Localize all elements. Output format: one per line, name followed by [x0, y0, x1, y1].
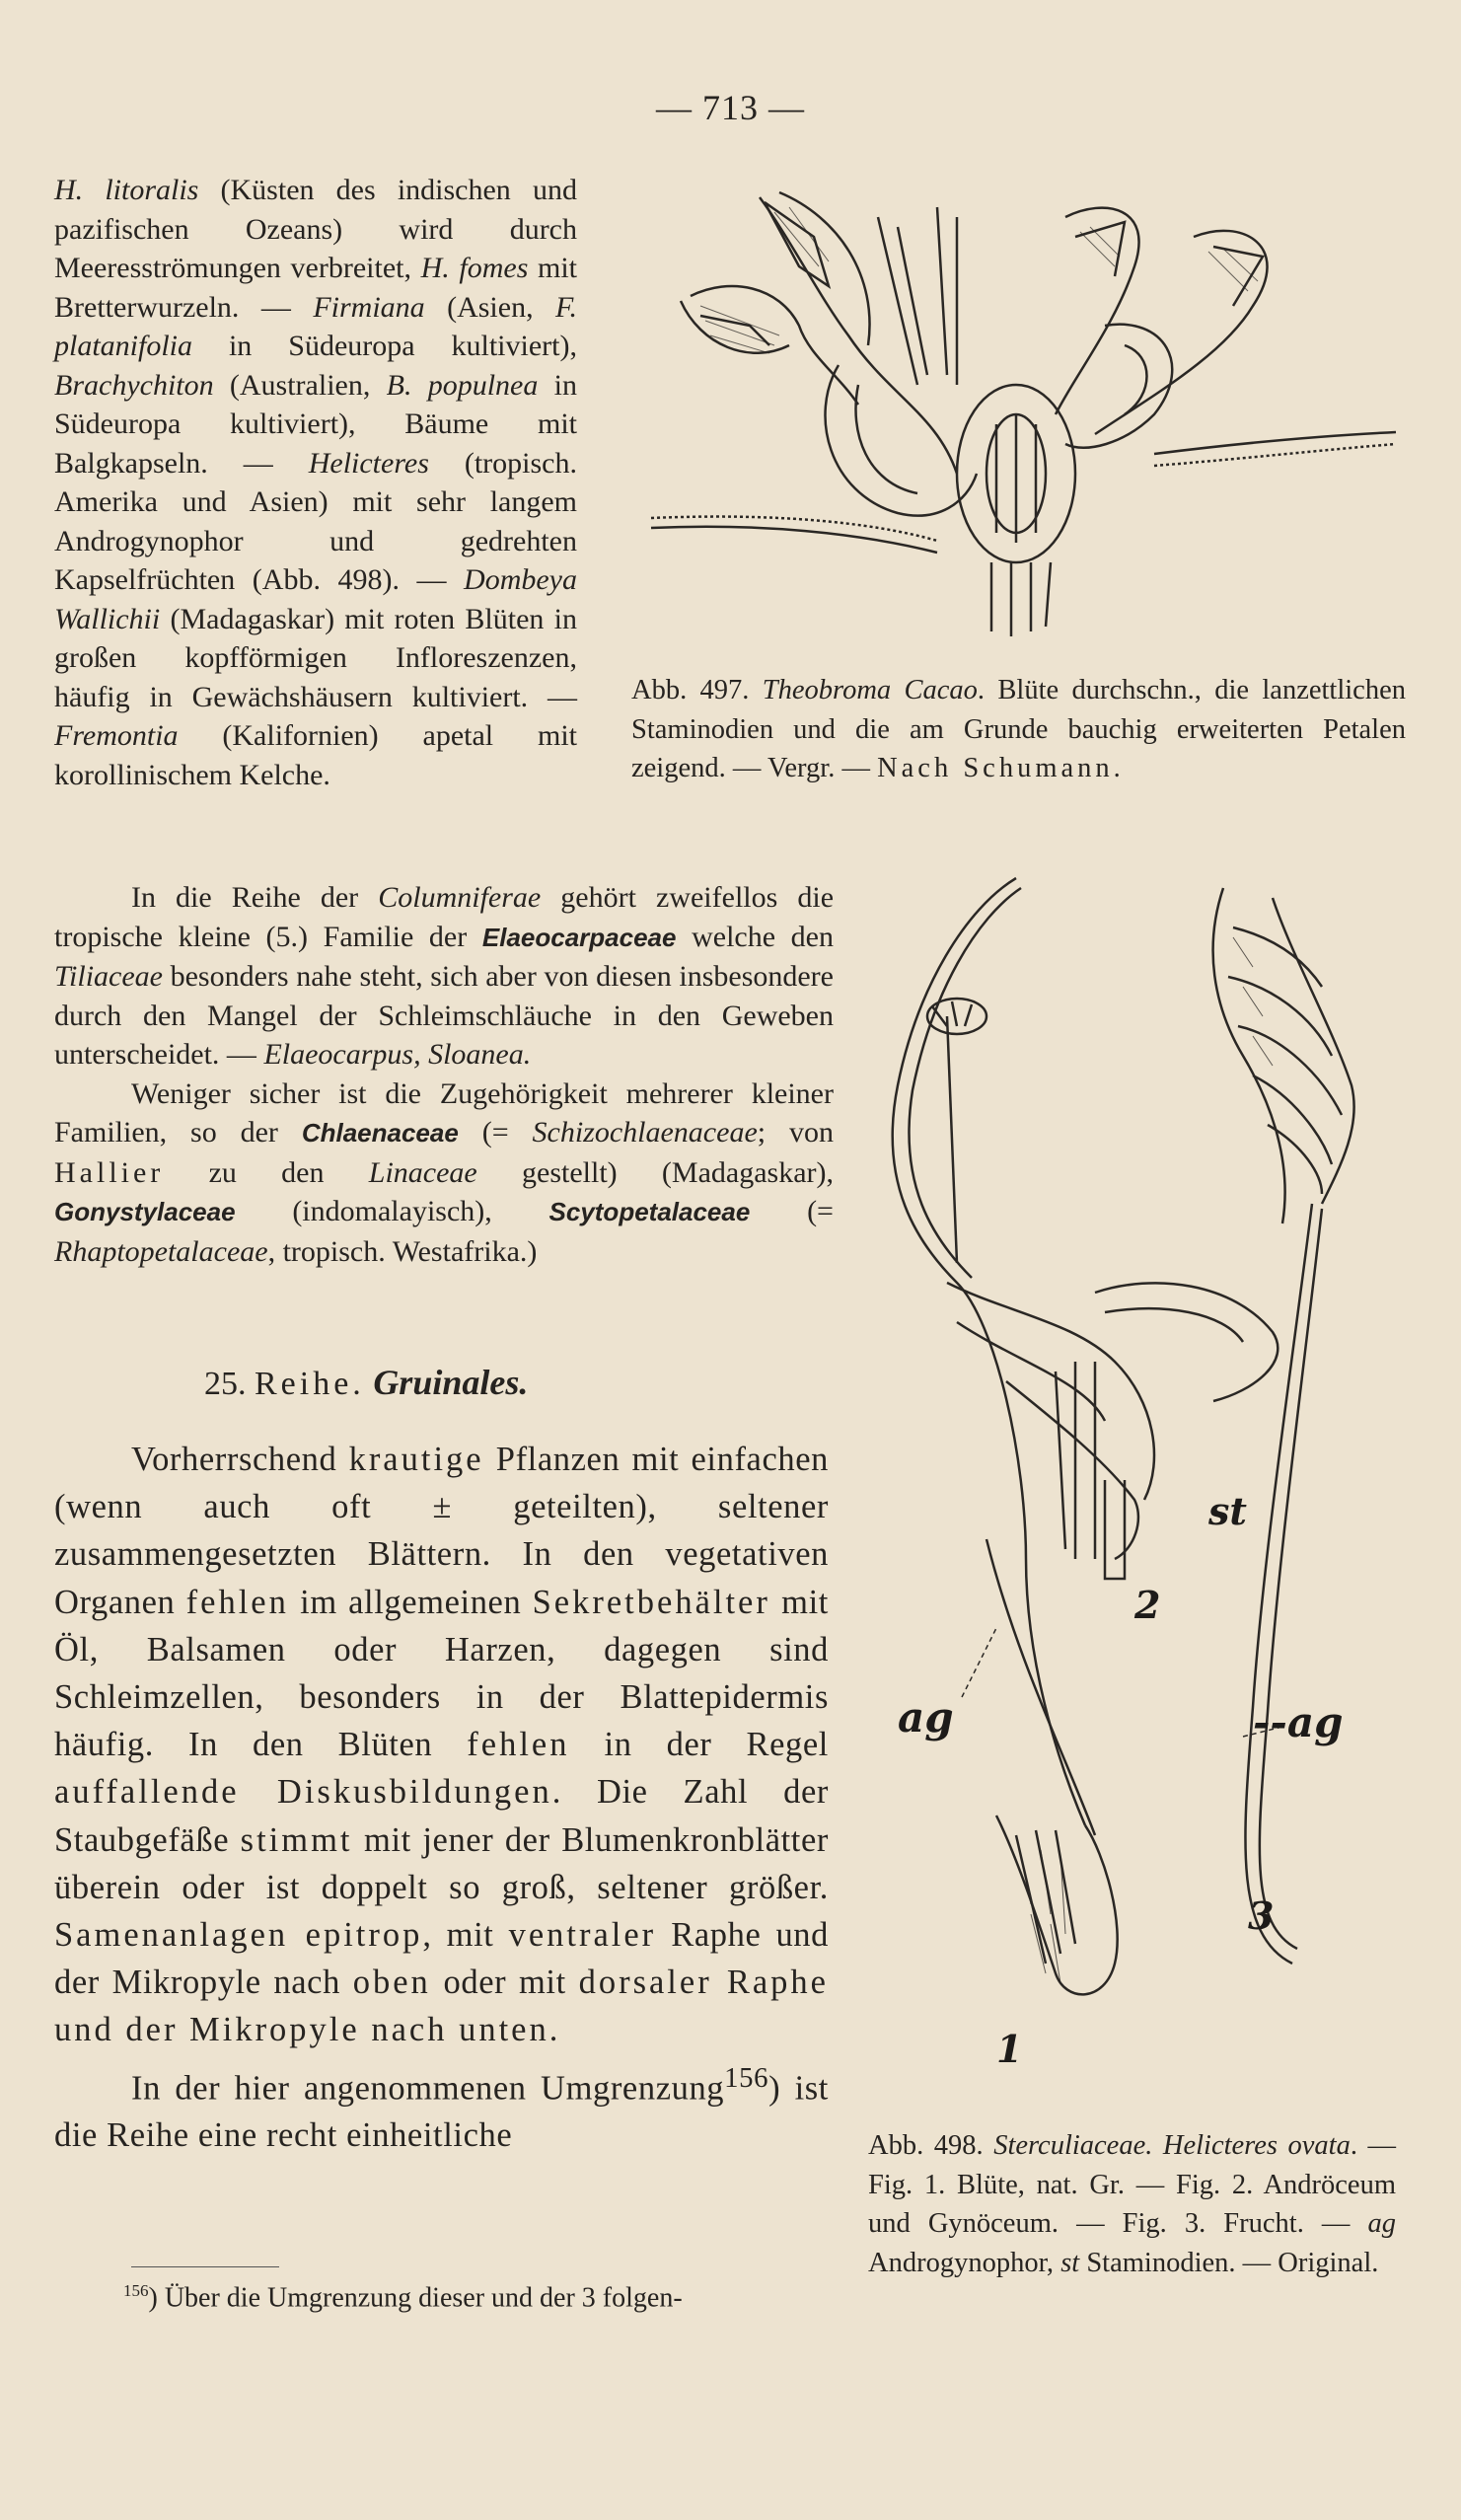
text-run: (Australien,	[213, 368, 387, 402]
text-run: Abb. 498.	[868, 2130, 994, 2161]
text-run: Weniger sicher ist die Zugehörigkeit mehrerer kleiner Familien, so der	[54, 1076, 834, 1149]
text-column-body	[54, 1436, 829, 2160]
text-run: gehört zweifellos die tropische kleine (5.) Familie der	[54, 881, 835, 953]
text-run: (Kalifornien) apetal mit korollinischem Kelche.	[54, 719, 577, 791]
text-run: in der Regel	[569, 1726, 829, 1764]
text-run: oben	[352, 1964, 431, 2002]
paragraph-text: In der hier angenommenen Umgrenzung	[131, 2069, 725, 2108]
caption-abb-497	[631, 671, 1406, 788]
text-run: Theobroma Cacao	[762, 675, 978, 705]
paragraph	[54, 2054, 829, 2160]
text-run: Columniferae	[378, 881, 542, 914]
label-fig3: 3	[1248, 1893, 1275, 1938]
text-run: st	[1060, 2247, 1080, 2278]
text-run: Hallier	[54, 1155, 165, 1189]
footnote-rule	[131, 2266, 279, 2267]
section-number: 25.	[204, 1366, 247, 1402]
text-run: In die Reihe der	[131, 881, 379, 914]
footnote-ref: 156	[724, 2061, 769, 2094]
text-run: . Blüte durchschn., die lanzettlichen Staminodien und die am Grunde bauchig erweiterten Petalen zeigend. — Vergr. —	[631, 675, 1406, 783]
text-run: Sterculiaceae. Helicteres ovata	[993, 2130, 1351, 2161]
text-run: ; von	[757, 1116, 834, 1149]
section-word: Reihe.	[255, 1366, 365, 1402]
text-run: krautige	[348, 1441, 484, 1478]
text-run: Androgynophor,	[868, 2247, 1061, 2278]
text-column-top	[54, 171, 577, 794]
paragraph	[54, 878, 834, 1075]
text-run: gestellt) (Madagaskar),	[476, 1155, 835, 1189]
label-st: st	[1208, 1489, 1247, 1533]
paragraph-text: ) ist die Reihe eine recht einheitliche	[54, 2069, 829, 2155]
text-run: welche den	[676, 920, 834, 953]
text-run: Abb. 497.	[631, 675, 763, 705]
text-run: Vorherrschend	[131, 1441, 349, 1478]
text-run: Elaeocarpaceae	[481, 922, 677, 952]
text-run: in Südeuropa kultiviert),	[192, 330, 577, 362]
text-run: oder mit	[430, 1964, 579, 2002]
text-run: Dombeya Wallichii	[54, 563, 577, 635]
footnote-text: ) Über die Umgrenzung dieser und der 3 folgen-	[148, 2282, 683, 2314]
text-run: im allgemeinen	[288, 1583, 533, 1621]
text-run: Samenanlagen epitrop	[54, 1916, 423, 1955]
text-run: dorsaler	[578, 1964, 712, 2002]
text-run: Scytopetalaceae	[548, 1197, 751, 1226]
text-run: (Küsten des indischen und pazifischen Ozeans) wird durch Meeresströmungen verbreitet,	[54, 174, 577, 284]
text-run: ag	[1367, 2208, 1396, 2239]
text-run: , mit	[422, 1916, 509, 1955]
text-run: Nach Schumann	[877, 753, 1114, 783]
text-run: Tiliaceae	[54, 960, 163, 993]
text-run: Pflanzen mit einfachen (wenn auch oft ± geteilten), seltener zusammengesetzten Blättern. In den vegetativen Organen	[54, 1441, 829, 1621]
text-run: fehlen	[185, 1583, 289, 1621]
text-run: Elaeocarpus, Sloanea.	[263, 1038, 532, 1071]
text-run: B. populnea	[386, 368, 539, 402]
text-run: , tropisch. Westafrika.)	[267, 1234, 538, 1268]
text-run: stimmt	[240, 1820, 353, 1859]
text-run: in Südeuropa kultiviert), Bäume mit Balgkapseln. —	[54, 368, 577, 480]
figure-theobroma-flower	[641, 178, 1411, 641]
text-run: Firmiana	[313, 290, 425, 324]
text-run: auffallende Diskusbildungen	[54, 1773, 552, 1812]
androgynophor-fig1	[893, 878, 1085, 1825]
text-run: fehlen	[467, 1726, 570, 1764]
text-run: Staminodien. — Original.	[1079, 2247, 1379, 2278]
label-ag-right: --ag	[1253, 1698, 1344, 1746]
text-run: . Die Zahl der Staubgefäße	[54, 1773, 829, 1859]
text-run: (indomalayisch),	[235, 1195, 549, 1227]
caption-abb-498	[868, 2126, 1396, 2282]
text-run: zu den	[164, 1155, 369, 1189]
text-run: F. platanifolia	[54, 290, 577, 362]
text-run: . — Fig. 1. Blüte, nat. Gr. — Fig. 2. Andröceum und Gynöceum. — Fig. 3. Frucht. —	[868, 2130, 1396, 2239]
text-run: H. fomes	[420, 252, 529, 284]
text-run: (Asien,	[424, 290, 556, 324]
text-run: Rhaptopetalaceae	[54, 1234, 268, 1268]
text-run: mit Bretterwurzeln. —	[54, 252, 578, 324]
text-run: Raphe und der Mikropyle nach	[54, 1916, 829, 2002]
text-run: (=	[458, 1116, 533, 1149]
text-run: (tropisch. Amerika und Asien) mit sehr langem Androgynophor und gedrehten Kapselfrüchten (Abb. 498). —	[54, 446, 577, 596]
footnote-number: 156	[123, 2281, 149, 2300]
text-run: Fremontia	[54, 719, 179, 752]
page-number: — 713 —	[656, 88, 805, 127]
text-run: mit jener der Blumenkronblätter überein oder ist doppelt so groß, seltener größer.	[54, 1820, 829, 1906]
text-run: Chlaenaceae	[301, 1118, 459, 1148]
text-run: H. litoralis	[54, 174, 199, 206]
paragraph	[54, 1075, 834, 1272]
section-title: Gruinales.	[373, 1363, 529, 1402]
text-run: .	[1113, 753, 1121, 783]
text-run: Brachychiton	[54, 368, 214, 402]
paragraph	[54, 171, 577, 794]
text-run: Raphe und der Mikropyle nach unten	[54, 1964, 829, 2049]
text-run: .	[548, 2011, 558, 2049]
text-run: besonders nahe steht, sich aber von diesen insbesondere durch den Mangel der Schleimschläuche in den Geweben unterscheidet. —	[54, 960, 834, 1071]
figure-helicteres-ovata	[858, 868, 1411, 2102]
caption-text	[868, 2126, 1396, 2282]
text-run: ventraler	[508, 1916, 657, 1955]
text-run: mit Öl, Balsamen oder Harzen, dagegen sind Schleimzellen, besonders in der Blattepidermis häufig. In den Blüten	[54, 1583, 829, 1764]
label-fig1: 1	[996, 2027, 1023, 2071]
text-run: (Madagaskar) mit roten Blüten in großen kopfförmigen Infloreszenzen, häufig in Gewächshäusern kultiviert. —	[54, 602, 577, 713]
paragraph	[54, 1436, 829, 2054]
text-run: Schizochlaenaceae	[532, 1116, 758, 1149]
section-heading	[204, 1362, 528, 1403]
text-column-middle	[54, 878, 834, 1271]
label-fig2: 2	[1134, 1583, 1161, 1627]
text-run: Sekretbehälter	[532, 1583, 770, 1621]
text-run: Linaceae	[368, 1155, 477, 1189]
caption-text	[631, 671, 1406, 788]
text-run: Helicteres	[308, 446, 429, 480]
text-run: Gonystylaceae	[54, 1197, 236, 1226]
label-ag-left: ag	[898, 1693, 954, 1742]
footnote	[123, 2281, 683, 2314]
text-run: (=	[750, 1195, 834, 1227]
